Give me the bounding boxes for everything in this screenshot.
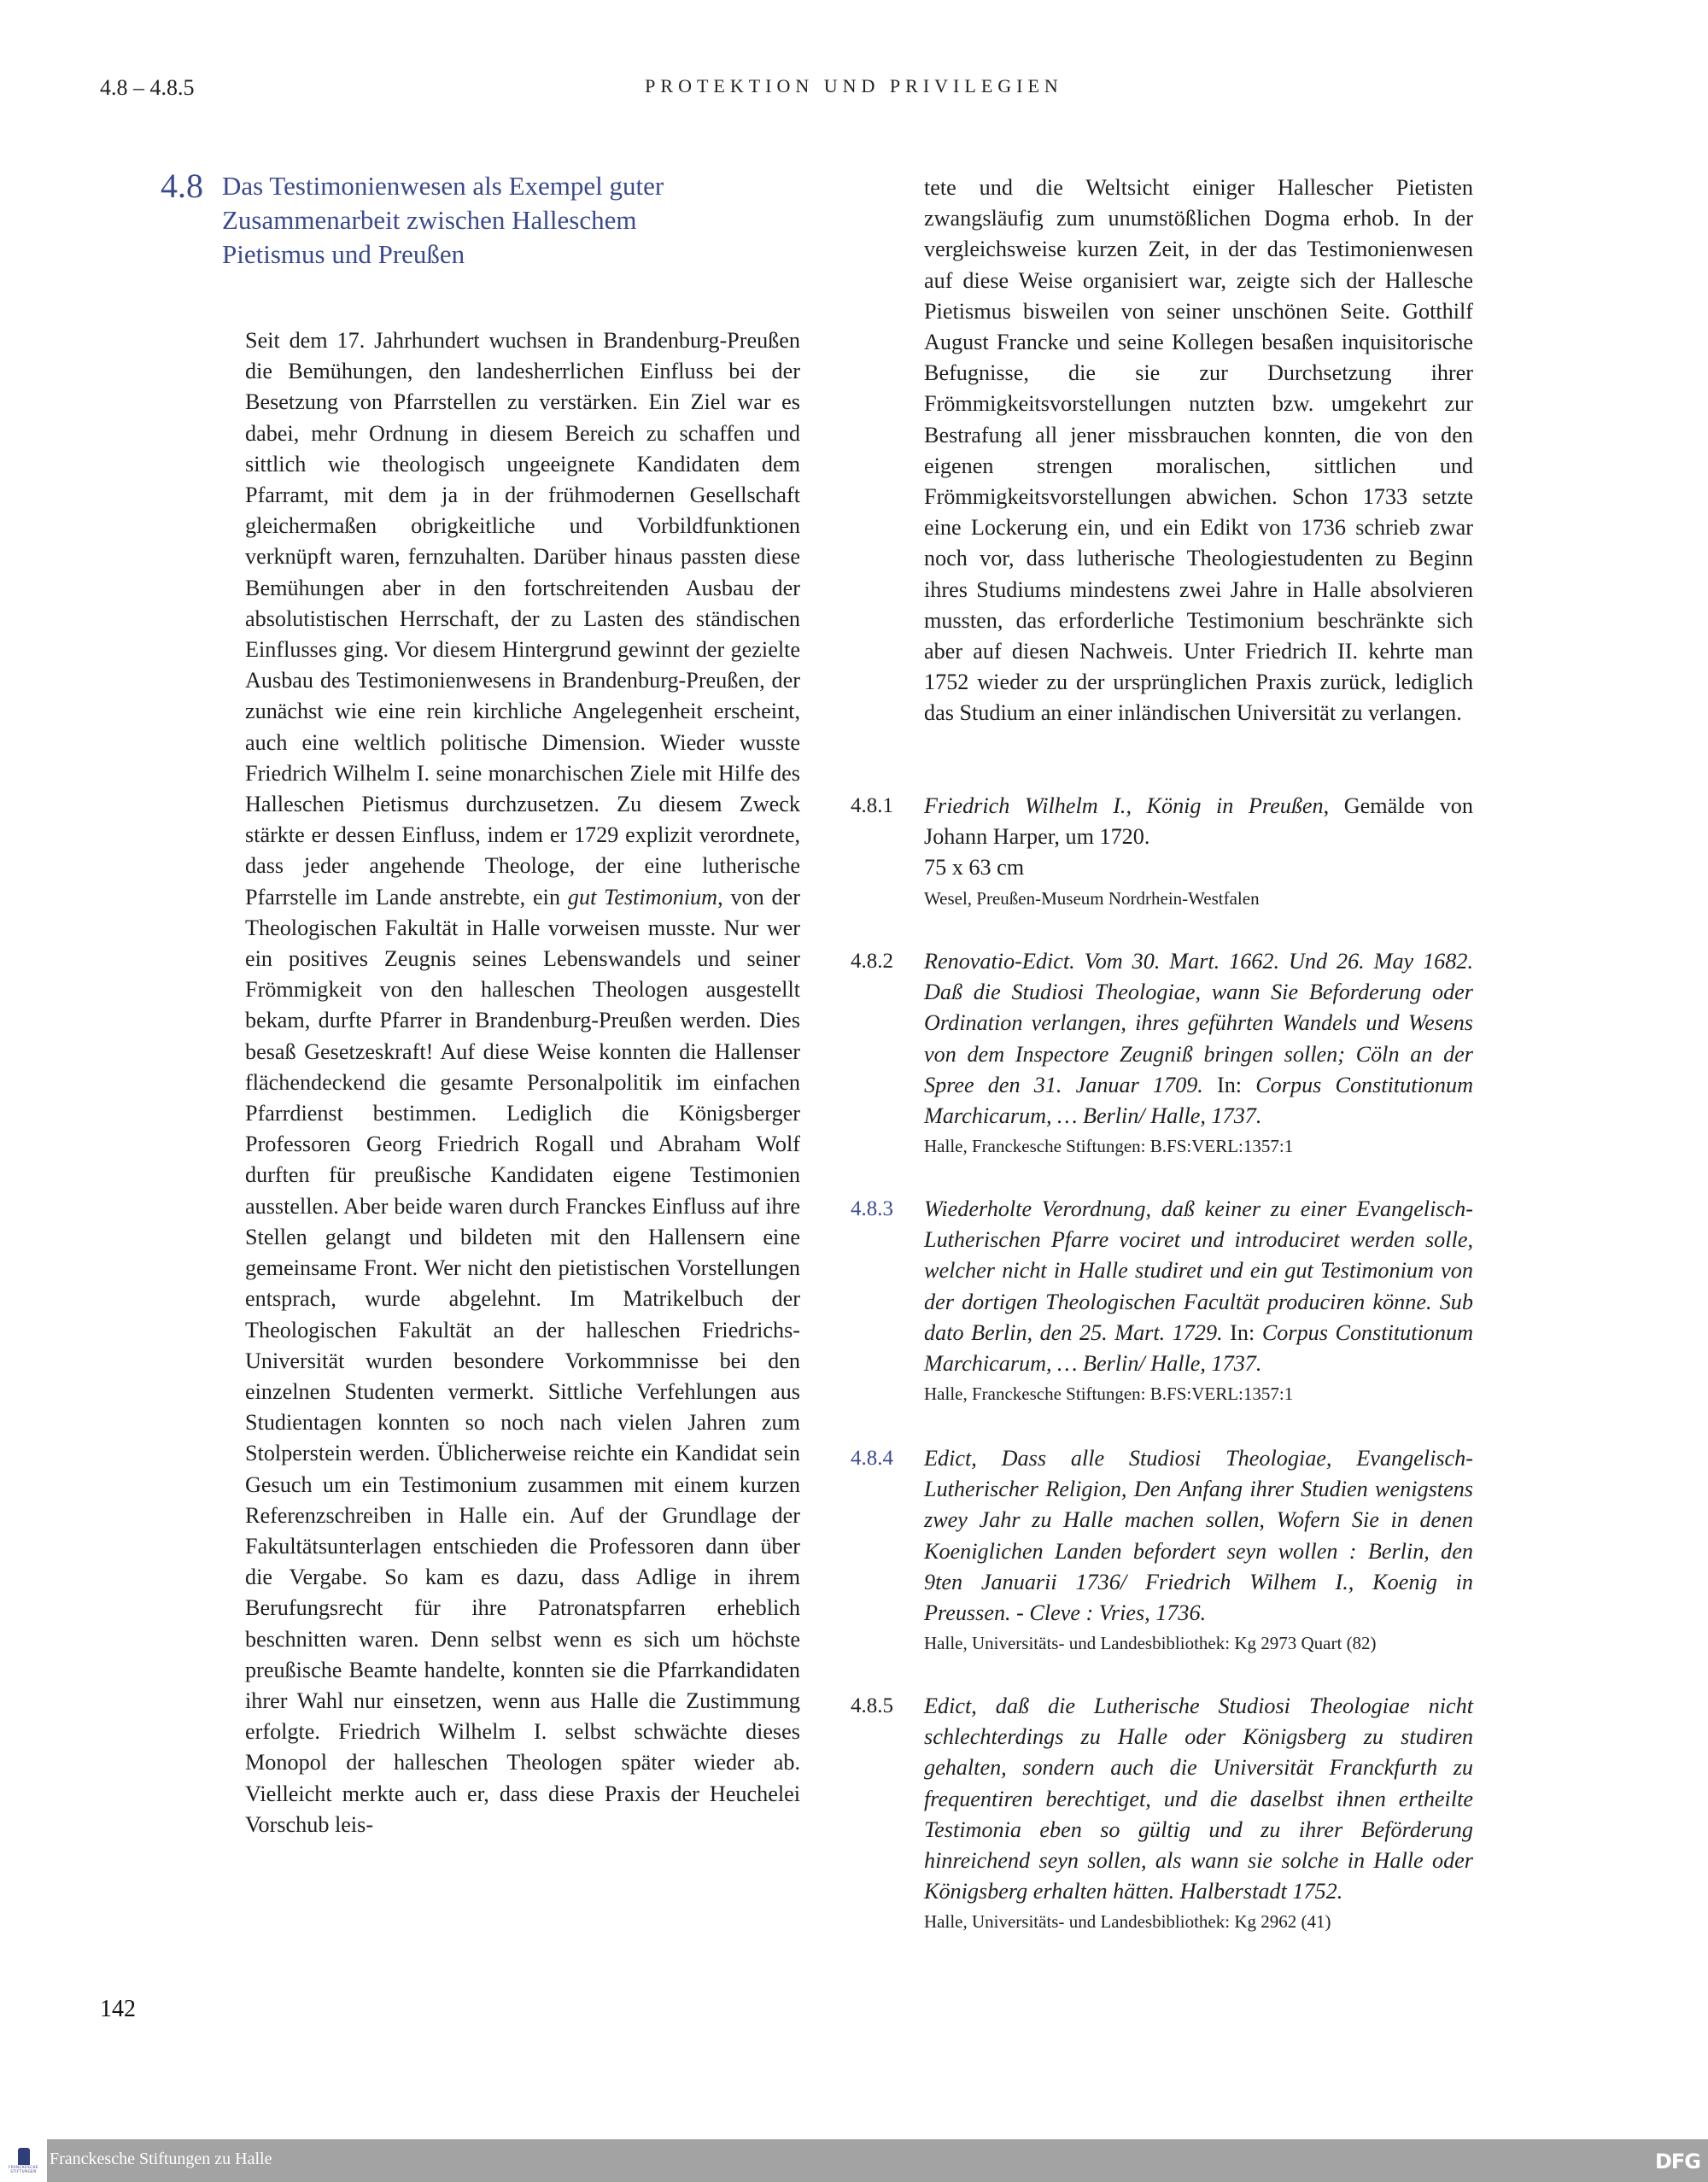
catalog-title: Wiederholte Verordnung, daß keiner zu einer Evangelisch-Lutherischen Pfarre vociret und introduciret werden solle, welcher nicht in Halle studiret und ein gut Testimonium von der dortigen Theologischen Facultät produciren könne. Sub dato Berlin, den 25. Mart. 1729. <box>924 1196 1473 1345</box>
catalog-title: Renovatio-Edict. Vom 30. Mart. 1662. Und 26. May 1682. Daß die Studiosi Theologiae, wann Sie Beforderung oder Ordination verlangen, ihres geführten Wandels und Wesens von dem Inspectore Zeugniß bringen sollen; Cöln an der Spree den 31. Januar 1709. <box>924 949 1473 1097</box>
institution-logo-icon <box>18 2148 30 2165</box>
catalog-title: Friedrich Wilhelm I., König in Preußen <box>924 793 1324 818</box>
franckesche-stiftungen-logo <box>0 2139 47 2182</box>
logo-text: FRANCKESCHE <box>9 2165 38 2169</box>
section-heading <box>161 169 666 272</box>
running-header-title: PROTEKTION UND PRIVILEGIEN <box>645 75 1063 97</box>
catalog-title: Edict, daß die Lutherische Studiosi Theologiae nicht schlechterdings zu Halle oder Königsberg zu studiren gehalten, sondern auch die Universität Franckfurth zu frequentiren berechtiget, und die daselbst ihnen ertheilte Testimonia eben so gültig und zu ihrer Beförderung hinreichend seyn sollen, als wann sie solche in Halle oder Königsberg erhalten hätten. Halberstadt 1752. <box>924 1694 1473 1904</box>
catalog-text: In: <box>1202 1072 1256 1097</box>
catalog-location: Halle, Universitäts- und Landesbibliothek: Kg 2962 (41) <box>924 1911 1331 1933</box>
catalog-entry-4-8-1 <box>851 791 1473 913</box>
running-header-range: 4.8 – 4.8.5 <box>100 75 195 100</box>
body-text-right-column <box>924 173 1473 729</box>
catalog-number: 4.8.2 <box>851 950 893 973</box>
catalog-number: 4.8.1 <box>851 794 893 817</box>
catalog-description <box>924 946 1473 1161</box>
dfg-logo-icon: DFG <box>1654 2150 1700 2173</box>
catalog-entry-4-8-5 <box>851 1691 1473 1936</box>
catalog-text: , Gemälde von Johann Harper, um 1720. <box>924 793 1473 850</box>
section-title: Das Testimonienwesen als Exempel guter Zusammenarbeit zwischen Halleschem Pietismus und Preußen <box>222 171 664 269</box>
page-number: 142 <box>100 1996 136 2022</box>
body-text-part: Seit dem 17. Jahrhundert wuchsen in Brandenburg-Preußen die Bemühungen, den landesherrlichen Einfluss bei der Besetzung von Pfarrstellen zu verstärken. Ein Ziel war es dabei, mehr Ordnung in diesem Bereich zu schaffen und sittlich wie theologisch ungeeignete Kandidaten dem Pfarramt, mit dem ja in der frühmodernen Gesellschaft gleichermaßen obrigkeitliche und Vorbildfunktionen verknüpft waren, fernzuhalten. Darüber hinaus passten diese Bemühungen aber in den fortschreitenden Ausbau der absolutistischen Herrschaft, der zu Lasten des ständischen Einflusses ging. Vor diesem Hintergrund gewinnt der gezielte Ausbau des Testimonienwesens in Brandenburg-Preußen, der zunächst wie eine rein kirchliche Angelegenheit erscheint, auch eine weltlich politische Dimension. Wieder wusste Friedrich Wilhelm I. seine monarchischen Ziele mit Hilfe des Halleschen Pietismus durchzusetzen. Zu diesem Zweck stärkte er dessen Einfluss, indem er 1729 explizit verordnete, dass jeder angehende Theologe, der eine lutherische Pfarrstelle im Lande anstrebte, ein <box>245 328 800 910</box>
catalog-description <box>924 791 1473 913</box>
catalog-description <box>924 1194 1473 1408</box>
catalog-location: Halle, Franckesche Stiftungen: B.FS:VERL:1357:1 <box>924 1136 1294 1157</box>
body-paragraph-continued: tete und die Weltsicht einiger Hallescher Pietisten zwangsläufig zum unumstößlichen Dogma erhob. In der vergleichsweise kurzen Zeit, in der das Testimonienwesen auf diese Weise organisiert war, zeigte sich der Hallesche Pietismus bisweilen von seiner unschönen Seite. Gotthilf August Francke und seine Kollegen besaßen inquisitorische Befugnisse, die sie zur Durchsetzung ihrer Frömmigkeitsvorstellungen nutzten bzw. umgekehrt zur Bestrafung all jener missbrauchen konnten, die von den eigenen strengen moralischen, sittlichen und Frömmigkeitsvorstellungen abwichen. Schon 1733 setzte eine Lockerung ein, und ein Edikt von 1736 schrieb zwar noch vor, dass lutherische Theologiestudenten zu Beginn ihres Studiums mindestens zwei Jahre in Halle absolvieren mussten, das erforderliche Testimonium beschränkte sich aber auf diesen Nachweis. Unter Friedrich II. kehrte man 1752 wieder zu der ursprünglichen Praxis zurück, lediglich das Studium an einer inländischen Universität zu verlangen. <box>924 175 1473 726</box>
body-text-left-column <box>245 325 800 1840</box>
catalog-location: Halle, Franckesche Stiftungen: B.FS:VERL:1357:1 <box>924 1383 1294 1405</box>
catalog-location: Halle, Universitäts- und Landesbibliothek: Kg 2973 Quart (82) <box>924 1633 1377 1654</box>
catalog-number: 4.8.5 <box>851 1694 893 1717</box>
catalog-description <box>924 1443 1473 1658</box>
catalog-entry-4-8-2 <box>851 946 1473 1161</box>
catalog-description <box>924 1691 1473 1936</box>
footer-bar <box>0 2139 1708 2182</box>
body-paragraph <box>245 325 800 1840</box>
catalog-entry-4-8-3 <box>851 1194 1473 1408</box>
logo-text: STIFTUNGEN <box>10 2169 37 2173</box>
catalog-text: In: <box>1222 1319 1262 1345</box>
catalog-source: Corpus Constitutionum Marchicarum, … Berlin/ Halle, 1737. <box>924 1319 1473 1377</box>
catalog-entry-4-8-4 <box>851 1443 1473 1658</box>
catalog-source: Corpus Constitutionum Marchicarum, … Berlin/ Halle, 1737. <box>924 1072 1473 1129</box>
body-text-part: , von der Theologischen Fakultät in Halle vorweisen musste. Nur wer ein positives Zeugnis seines Lebenswandels und seiner Frömmigkeit von den halleschen Theologen ausgestellt bekam, durfte Pfarrer in Brandenburg-Preußen werden. Dies besaß Gesetzeskraft! Auf diese Weise konnten die Hallenser flächendeckend die gesamte Personalpolitik im einfachen Pfarrdienst bestimmen. Lediglich die Königsberger Professoren Georg Friedrich Rogall und Abraham Wolf durften für preußische Kandidaten eigene Testimonien ausstellen. Aber beide waren durch Franckes Einfluss auf ihre Stellen gelangt und bildeten mit den Hallensern eine gemeinsame Front. Wer nicht den pietistischen Vorstellungen entsprach, wurde abgelehnt. Im Matrikelbuch der Theologischen Fakultät an der halleschen Friedrichs-Universität wurden besondere Vorkommnisse bei den einzelnen Studenten vermerkt. Sittliche Verfehlungen aus Studientagen konnten so noch nach vielen Jahren zum Stolperstein werden. Üblicherweise reichte ein Kandidat sein Gesuch um ein Testimonium zusammen mit einem kurzen Referenzschreiben in Halle ein. Auf der Grundlage der Fakultätsunterlagen entschieden die Professoren dann über die Vergabe. So kam es dazu, dass Adlige in ihrem Berufungsrecht für ihre Patronatspfarren erheblich beschnitten waren. Denn selbst wenn es sich um höchste preußische Beamte handelte, konnten sie die Pfarrkandidaten ihrer Wahl nur einsetzen, wenn aus Halle die Zustimmung erfolgte. Friedrich Wilhelm I. selbst schwächte dieses Monopol der halleschen Theologen später wieder ab. Vielleicht merkte auch er, dass diese Praxis der Heuchelei Vorschub leis- <box>245 884 800 1837</box>
catalog-title: Edict, Dass alle Studiosi Theologiae, Evangelisch-Lutherischer Religion, Den Anfang ihrer Studien wenigstens zwey Jahr zu Halle machen sollen, Wofern Sie in denen Koeniglichen Landen befordert seyn wollen : Berlin, den 9ten Januarii 1736/ Friedrich Wilhem I., Koenig in Preussen. - Cleve : Vries, 1736. <box>924 1446 1473 1626</box>
catalog-number: 4.8.3 <box>851 1197 893 1220</box>
footer-institution: Franckesche Stiftungen zu Halle <box>50 2150 272 2168</box>
catalog-number: 4.8.4 <box>851 1447 893 1470</box>
catalog-location: Wesel, Preußen-Museum Nordrhein-Westfalen <box>924 887 1260 909</box>
body-text-italic: gut Testimonium <box>567 884 718 910</box>
catalog-dimensions: 75 x 63 cm <box>924 855 1025 880</box>
section-number: 4.8 <box>161 167 203 205</box>
